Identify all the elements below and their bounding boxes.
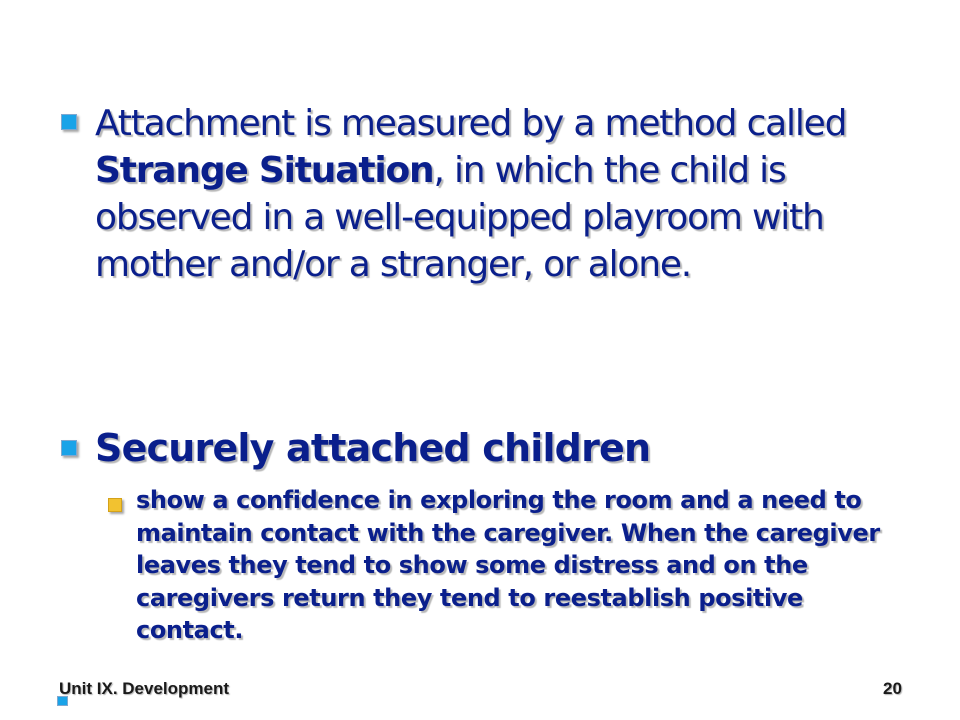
bullet-text-bold: Strange Situation (95, 150, 434, 191)
sub-bullet-text: show a confidence in exploring the room and a need to maintain contact with the caregiver. When the caregiver leaves they tend to show some distress and on the caregivers return they tend to reestablish positive contact. (136, 486, 880, 644)
bullet-text-part: Attachment is measured by a method called (95, 103, 847, 144)
bullet-marker-icon (61, 440, 77, 456)
section-heading: Securely attached children (95, 426, 651, 470)
bullet-text-attachment (95, 100, 895, 288)
footer-title: Unit IX. Development (59, 679, 230, 698)
bullet-text-part: , in which the child is observed in a well-equipped playroom with mother and/or a stranger, or alone. (95, 150, 824, 285)
page-number: 20 (883, 679, 902, 698)
bullet-marker-icon (61, 114, 77, 130)
sub-bullet-marker-icon (108, 498, 122, 512)
